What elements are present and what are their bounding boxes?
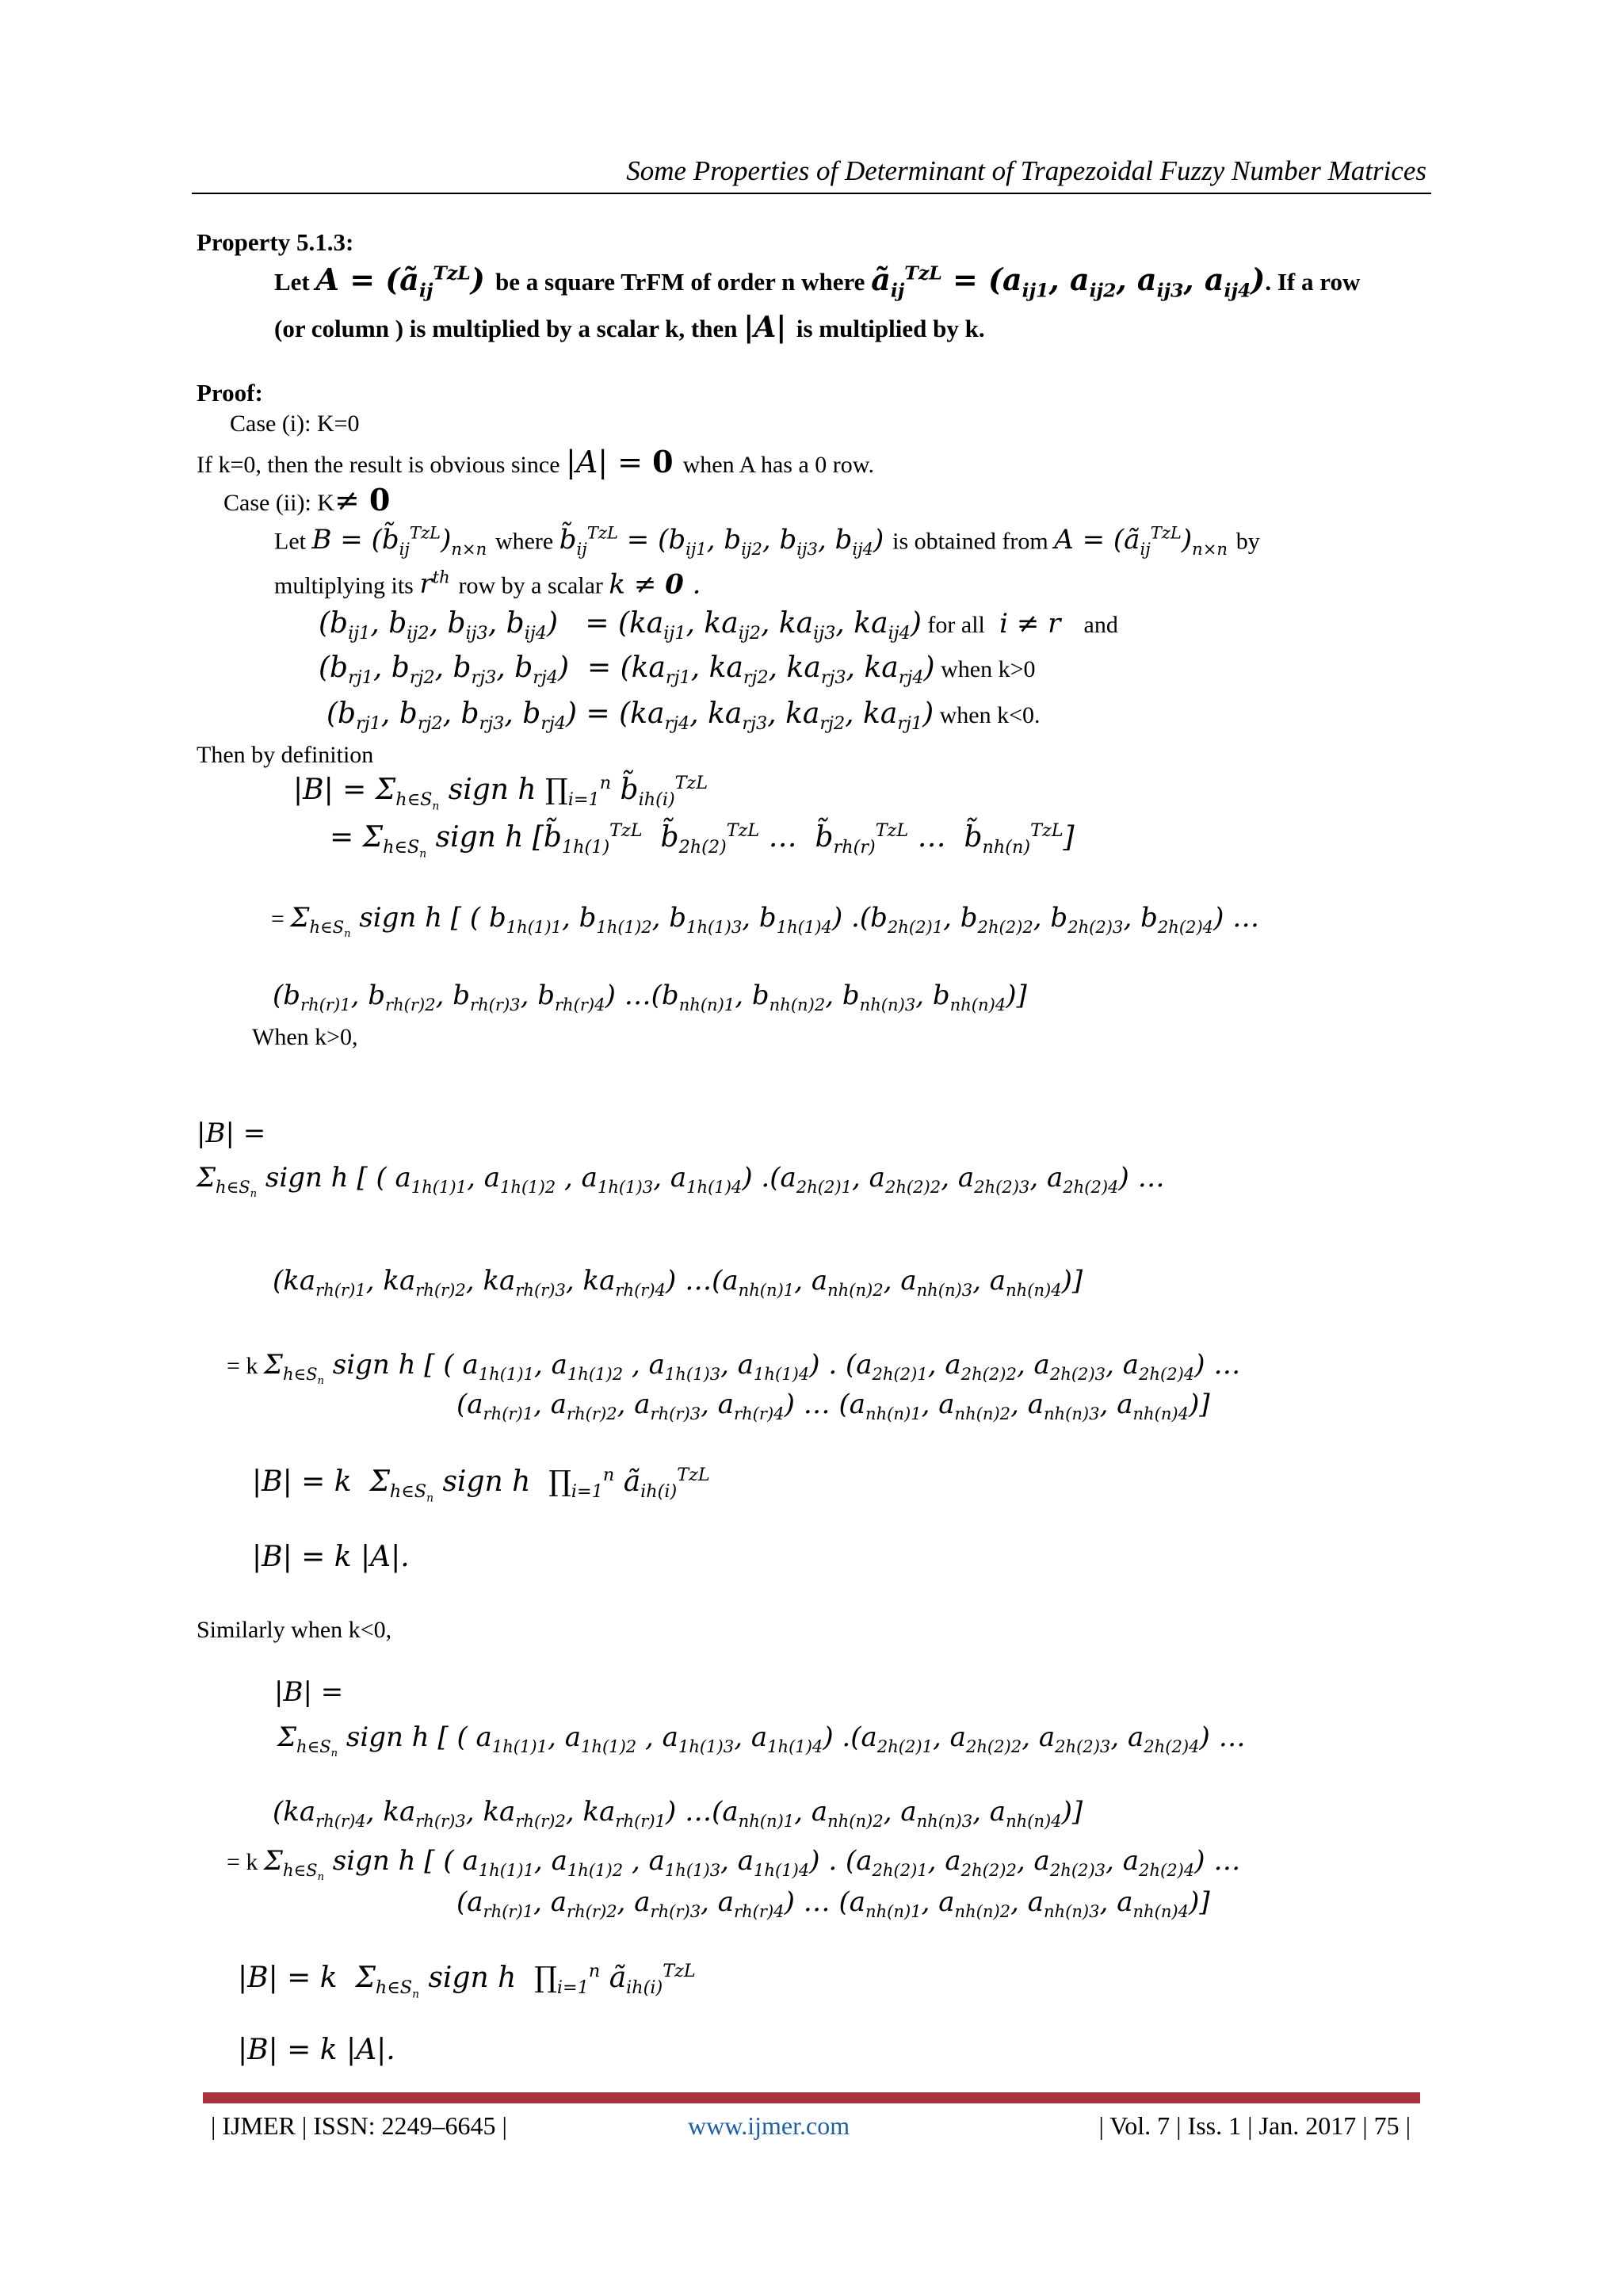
formula-det-b-def: $|B| = \Sigma_{h\in S_n}$ sign h $\prod_{i=1}^n$ $b̃_{ih(i)}^{TzL}$ [293, 773, 708, 813]
case-2-rowby: row by a scalar [458, 572, 603, 599]
when-k-positive: When k>0, [252, 1024, 358, 1050]
by-definition-text: Then by definition [197, 742, 374, 768]
formula-det-b-tuples-1: = $\Sigma_{h\in S_n}$ sign h [ ( $b_{1h(1)1}$, $b_{1h(1)2}$, $b_{1h(1)3}$, $b_{1h(1)4}$) $.(b_{2h(2)1}$, $b_{2h(2)2}$, $b_{2h(2)3}$, $b_{2h(2)4}$) … [271, 902, 1260, 940]
footer-journal: | IJMER | ISSN: 2249–6645 | [211, 2111, 507, 2140]
footer-issue: | Vol. 7 | Iss. 1 | Jan. 2017 | 75 | [1098, 2111, 1411, 2140]
header-rule [192, 193, 1431, 194]
formula-pos-k-line-2: ($a_{rh(r)1}$, $a_{rh(r)2}$, $a_{rh(r)3}$, $a_{rh(r)4}$) … ($a_{nh(n)1}$, $a_{nh(n)2}$, $a_{nh(n)3}$, $a_{nh(n)4}$)] [456, 1389, 1210, 1423]
formula-k-neq-zero: k ≠ 0 . [609, 568, 701, 601]
formula-neg-k-line-2: ($a_{rh(r)1}$, $a_{rh(r)2}$, $a_{rh(r)3}$, $a_{rh(r)4}$) … ($a_{nh(n)1}$, $a_{nh(n)2}$, $a_{nh(n)3}$, $a_{nh(n)4}$)] [456, 1886, 1210, 1921]
formula-det-b-tuples-2: ($b_{rh(r)1}$, $b_{rh(r)2}$, $b_{rh(r)3}$, $b_{rh(r)4}$) $\dots(b_{nh(n)1}$, $b_{nh(n)2}$, $b_{nh(n)3}$, $b_{nh(n)4}$)] [273, 980, 1027, 1014]
formula-pos-result-2: |B| = k |A|. [252, 1541, 410, 1573]
formula-pos-line-2: ($ka_{rh(r)1}$, $ka_{rh(r)2}$, $ka_{rh(r)3}$, $ka_{rh(r)4}$) $\dots(a_{nh(n)1}$, $a_{nh(n)2}$, $a_{nh(n)3}$, $a_{nh(n)4}$)] [273, 1265, 1083, 1300]
case-2-where: where [495, 528, 554, 555]
relation-2-text: when k>0 [941, 656, 1036, 682]
formula-relation-1: ($b_{ij1}$, $b_{ij2}$, $b_{ij3}$, $b_{ij4}) = (ka_{ij1}$, $ka_{ij2}$, $ka_{ij3}$, $ka_{ij4}$) [319, 607, 922, 644]
statement-part1: be a square TrFM of order n where [495, 268, 865, 296]
statement-let: Let [274, 268, 310, 296]
formula-b-matrix: $B = (b̃_{ij}^{TzL})_{n\times n}$ [311, 523, 487, 560]
formula-aij-tuple: $ã_{ij}^{TzL} = (a_{ij1}$, $a_{ij2}$, $a_{ij3}$, $a_{ij4}$) [871, 262, 1266, 302]
case-2-label [223, 482, 390, 518]
formula-det-a-zero: |A| = 0 [566, 444, 674, 479]
statement-part4: is multiplied by k. [796, 315, 985, 342]
formula-a-matrix-nxn: $A = (ã_{ij}^{TzL})_{n\times n}$ [1054, 523, 1228, 560]
relation-3 [327, 697, 1041, 734]
footer-bar [203, 2092, 1420, 2103]
formula-det-b-expanded: = $\Sigma_{h\in S_n}$ sign h [$b̃_{1h(1)}^{TzL}$ $b̃_{2h(2)}^{TzL}$ … $b̃_{rh(r)}^{TzL}$ … $b̃_{nh(n)}^{TzL}$] [330, 820, 1075, 861]
case-1-label: Case (i): K=0 [230, 411, 360, 437]
relation-2 [319, 651, 1036, 688]
formula-i-neq-r: i ≠ r [991, 608, 1079, 640]
formula-neg-result-2: |B| = k |A|. [238, 2034, 395, 2066]
relation-3-text: when k<0. [939, 702, 1041, 728]
footer-website-link[interactable]: www.ijmer.com [688, 2111, 850, 2140]
formula-neg-result-1: |B| = k $\Sigma_{h\in S_n}$ sign h $\prod_{i=1}^n$ $ã_{ih(i)}^{TzL}$ [238, 1961, 696, 2001]
case-2-mult: multiplying its [274, 572, 414, 599]
k-prefix: = k [227, 1353, 258, 1379]
case-2-let: Let [274, 528, 306, 555]
property-statement-line1 [274, 262, 1360, 302]
case-2-obtained: is obtained from [892, 528, 1048, 555]
formula-neg-line-1: $\Sigma_{h\in S_n}$ sign h [ ( $a_{1h(1)1}$, $a_{1h(1)2}$ , $a_{1h(1)3}$, $a_{1h(1)4}$) $.(a_{2h(2)1}$, $a_{2h(2)2}$, $a_{2h(2)3}$, $a_{2h(2)4}$) … [277, 1721, 1246, 1759]
case-1-text-b: when A has a 0 row. [682, 452, 874, 478]
statement-part2: . If a row [1265, 268, 1361, 296]
formula-det-b-label-neg: |B| = [274, 1676, 344, 1708]
formula-neq-zero: ≠ 0 [334, 482, 391, 518]
k-prefix-neg: = k [227, 1849, 258, 1875]
proof-heading: Proof: [197, 379, 263, 407]
running-header: Some Properties of Determinant of Trapezoidal Fuzzy Number Matrices [626, 155, 1426, 186]
property-statement-line2 [274, 311, 985, 344]
property-heading: Property 5.1.3: [197, 228, 354, 256]
case-1-text-a: If k=0, then the result is obvious since [197, 452, 560, 478]
formula-pos-line-1: $\Sigma_{h\in S_n}$ sign h [ ( $a_{1h(1)1}$, $a_{1h(1)2}$ , $a_{1h(1)3}$, $a_{1h(1)4}$) $.(a_{2h(2)1}$, $a_{2h(2)2}$, $a_{2h(2)3}$, $a_{2h(2)4}$) … [197, 1162, 1165, 1200]
relation-1 [319, 607, 1118, 644]
formula-relation-3: ($b_{rj1}$, $b_{rj2}$, $b_{rj3}$, $b_{rj4}) = (ka_{rj4}$, $ka_{rj3}$, $ka_{rj2}$, $ka_{rj1}$) [327, 697, 934, 735]
formula-neg-line-2: ($ka_{rh(r)4}$, $ka_{rh(r)3}$, $ka_{rh(r)2}$, $ka_{rh(r)1}$) $\dots(a_{nh(n)1}$, $a_{nh(n)2}$, $a_{nh(n)3}$, $a_{nh(n)4}$)] [273, 1796, 1083, 1831]
formula-a-matrix: $A = (ã_{ij}^{TzL})$ [315, 262, 496, 302]
formula-bij-tuple: $b̃_{ij}^{TzL} = (b_{ij1}$, $b_{ij2}$, $b_{ij3}$, $b_{ij4}$) [559, 523, 893, 560]
case-2-line1 [274, 523, 1260, 559]
formula-relation-2: ($b_{rj1}$, $b_{rj2}$, $b_{rj3}$, $b_{rj4}) = (ka_{rj1}$, $ka_{rj2}$, $ka_{rj3}$, $ka_{rj4}$) [319, 651, 935, 689]
relation-1-and: and [1083, 612, 1118, 638]
formula-pos-k-line-1: = k $\Sigma_{h\in S_n}$ sign h [ ( $a_{1h(1)1}$, $a_{1h(1)2}$ , $a_{1h(1)3}$, $a_{1h(1)4}$) . ($a_{2h(2)1}$, $a_{2h(2)2}$, $a_{2h(2)3}$, $a_{2h(2)4}$) … [227, 1349, 1241, 1387]
similarly-k-negative: Similarly when k<0, [197, 1617, 392, 1643]
formula-neg-k-line-1: = k $\Sigma_{h\in S_n}$ sign h [ ( $a_{1h(1)1}$, $a_{1h(1)2}$ , $a_{1h(1)3}$, $a_{1h(1)4}$) . ($a_{2h(2)1}$, $a_{2h(2)2}$, $a_{2h(2)3}$, $a_{2h(2)4}$) … [227, 1845, 1241, 1883]
formula-det-a: |A| [743, 311, 796, 344]
case-2-text: Case (ii): K [223, 490, 334, 516]
eq-prefix: = [271, 906, 285, 932]
statement-part3: (or column ) is multiplied by a scalar k, then [274, 315, 738, 342]
formula-pos-result-1: |B| = k $\Sigma_{h\in S_n}$ sign h $\prod_{i=1}^n$ $ã_{ih(i)}^{TzL}$ [252, 1465, 710, 1505]
case-2-line2 [274, 567, 701, 600]
formula-det-b-label-pos: |B| = [197, 1117, 266, 1149]
case-2-by: by [1235, 528, 1260, 555]
case-1-text [197, 444, 874, 479]
relation-1-text: for all [927, 612, 985, 638]
formula-rth: $r^{th}$ [419, 567, 450, 601]
